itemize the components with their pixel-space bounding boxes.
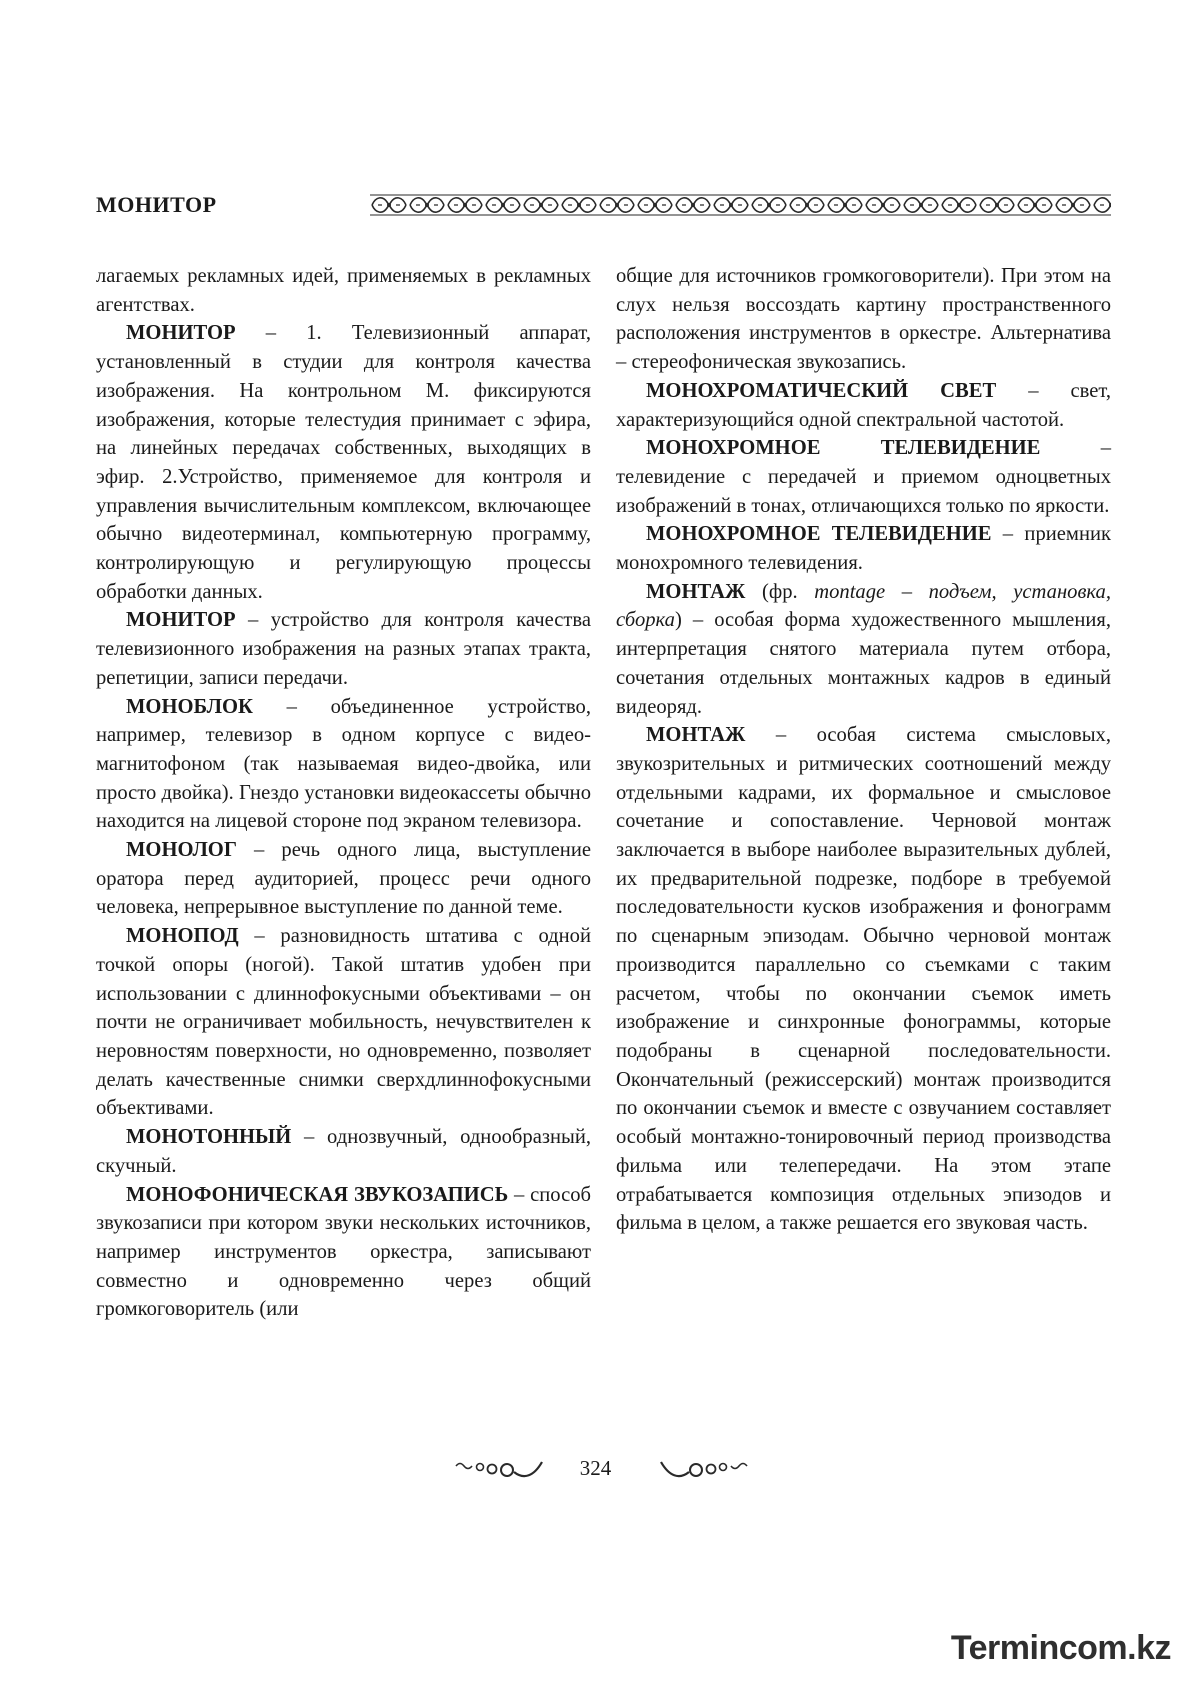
right-flourish-icon xyxy=(657,1458,751,1482)
entry-term: МОНОТОННЫЙ xyxy=(126,1126,292,1149)
entry-definition: – устройство для контроля качества телевизионного изображения на разных этапах тракта, репетиции, записи передачи. xyxy=(96,609,591,689)
right-column xyxy=(616,262,1111,1238)
entry-definition: – объединенное устройство, например, телевизор в одном корпусе с видеомагнитофоном (так называемая видео-двойка, или просто двойка). Гнездо установки видеокассеты обычно находится на лицевой стороне под экраном телевизора. xyxy=(96,695,591,833)
entry-definition: – разновидность штатива с одной точкой опоры (ногой). Такой штатив удобен при использовании с длиннофокусными объективами – он почти не ограничивает мобильность, нечувствителен к неровностям поверхности, но одновременно, позволяет делать качественные снимки сверхдлиннофокусными объективами. xyxy=(96,925,591,1120)
entry-monoblok xyxy=(96,693,591,837)
entry-montazh-2 xyxy=(616,721,1111,1238)
entry-definition: – приемник монохромного телевидения. xyxy=(616,523,1111,575)
page-header xyxy=(96,192,1111,222)
entry-montazh-1: МОНТАЖ (фр. montage – подъем, установка, сборка) – особая форма художественного мышления, интерпретация снятого материала путем отбора, сочетания отдельных монтажных кадров в единый видеоряд. xyxy=(616,580,1111,718)
entry-monolog xyxy=(96,836,591,922)
entry-definition: – однозвучный, однообразный, скучный. xyxy=(96,1126,591,1177)
entry-term: МОНТАЖ xyxy=(646,724,746,747)
entry-monitor-1 xyxy=(96,319,591,606)
ornament-band-icon xyxy=(370,194,1111,216)
entry-monofon-zvukozapis xyxy=(96,1181,591,1325)
entry-etymology: montage – подъем, установка, сборка xyxy=(616,580,1111,632)
entry-monotonny xyxy=(96,1123,591,1180)
entry-definition: – свет, характеризующийся одной спектральной частотой. xyxy=(616,379,1112,431)
page-number: 324 xyxy=(579,1456,612,1480)
entry-definition: – 1. Телевизионный аппарат, установленный в студии для контроля качества изображения. На контрольном М. фиксируются изображения, которые телестудия принимает с эфира, на линейных передачах собственных, выходящих в эфир. 2.Устройство, применяемое для контроля и управления вычислительным комплексом, включающее обычно видеотерминал, компьютерную программу, контролирующую и регулирующую процессы обработки данных. xyxy=(96,322,591,603)
entry-term: МОНОФОНИЧЕСКАЯ ЗВУКОЗАПИСЬ xyxy=(126,1183,509,1206)
entry-definition: ) – особая форма художественного мышления, интерпретация снятого материала путем отбора, сочетания отдельных монтажных кадров в единый видеоряд. xyxy=(616,609,1111,718)
entry-definition: – способ звукозаписи при котором звуки нескольких источников, например инструментов оркестра, записывают совместно и одновременно через общий громкоговоритель (или xyxy=(96,1183,592,1321)
entry-term: МОНОХРОМАТИЧЕСКИЙ СВЕТ xyxy=(646,379,997,402)
entry-monochrom-tv-1 xyxy=(616,434,1111,520)
entry-term: МОНИТОР xyxy=(126,322,236,345)
entry-continuation: лагаемых рекламных идей, применяемых в рекламных агентствах. xyxy=(96,265,591,316)
watermark-logo xyxy=(951,1622,1171,1672)
running-head: МОНИТОР xyxy=(96,192,217,217)
entry-definition: – телевидение с передачей и приемом одноцветных изображений в тонах, отличающихся только по яркости. xyxy=(616,437,1111,517)
entry-term: МОНОБЛОК xyxy=(126,695,253,718)
watermark-text: Termincom.kz xyxy=(950,1629,1171,1667)
entry-continuation: общие для источников громкоговорители). При этом на слух нельзя воссоздать картину пространственного расположения инструментов в оркестре. Альтернатива – стереофоническая звукозапись. xyxy=(616,265,1111,374)
entry-monopod xyxy=(96,922,591,1123)
page-footer xyxy=(0,1453,1191,1493)
entry-term: МОНТАЖ xyxy=(646,580,746,603)
entry-term: МОНИТОР xyxy=(126,609,236,632)
entry-monochrom-tv-2 xyxy=(616,520,1111,577)
entry-term: МОНОХРОМНОЕ ТЕЛЕВИДЕНИЕ xyxy=(646,523,992,546)
entry-monitor-2 xyxy=(96,606,591,692)
left-column xyxy=(96,262,591,1324)
entry-definition: – особая система смысловых, звукозрительных и ритмических соотношений между отдельными кадрами, их формальное и смысловое сочетание и сопоставление. Черновой монтаж заключается в выборе наиболее выразительных дублей, их предварительной подрезке, подборе в требуемой последовательности кусков изображения и фонограмм по сценарным эпизодам. Обычно черновой монтаж производится параллельно со съемками с таким расчетом, чтобы по окончании съемок иметь изображение и синхронные фонограммы, которые подобраны в сценарной последовательности. Окончательный (режиссерский) монтаж производится по окончании съемок и вместе с озвучанием составляет особый монтажно-тонировочный период производства фильма или телепередачи. На этом этапе отрабатывается композиция отдельных эпизодов и фильма в целом, а также решается его звуковая часть. xyxy=(616,724,1111,1235)
entry-monochrom-svet xyxy=(616,377,1111,434)
entry-term: МОНОПОД xyxy=(126,925,239,948)
entry-term: МОНОЛОГ xyxy=(126,839,237,862)
entry-term: МОНОХРОМНОЕ ТЕЛЕВИДЕНИЕ xyxy=(646,437,1041,460)
entry-definition: – речь одного лица, выступление оратора перед аудиторией, процесс речи одного человека, непрерывное выступление по данной теме. xyxy=(96,839,591,919)
